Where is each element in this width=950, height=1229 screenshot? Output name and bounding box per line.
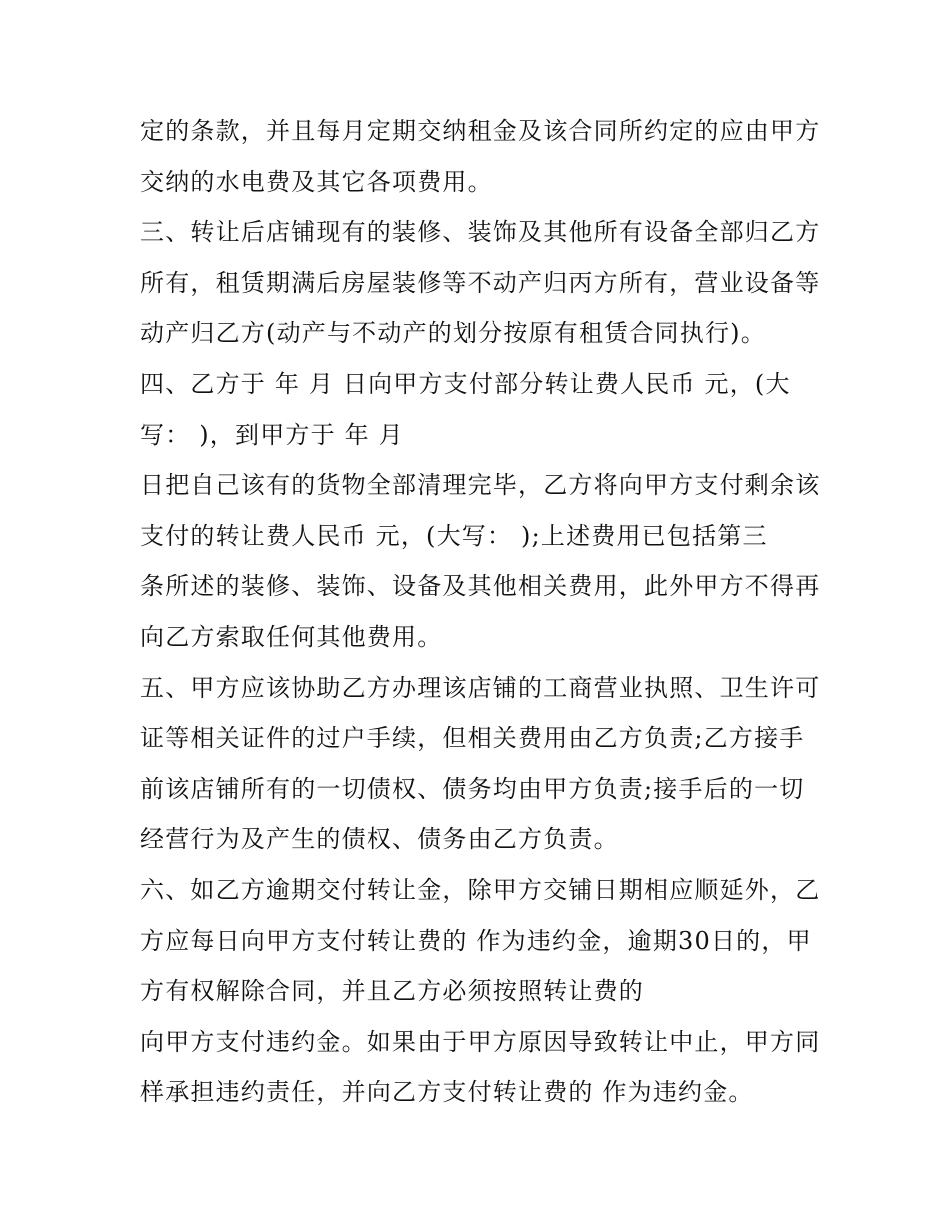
- text-line: 向甲方支付违约金。如果由于甲方原因导致转让中止，甲方同: [140, 1027, 821, 1056]
- text-line: 样承担违约责任，并向乙方支付转让费的 作为违约金。: [140, 1078, 754, 1107]
- text-line: 定的条款，并且每月定期交纳租金及该合同所约定的应由甲方: [140, 117, 821, 145]
- text-line: 所有，租赁期满后房屋装修等不动产归丙方所有，营业设备等: [140, 268, 821, 297]
- contract-text: [140, 106, 830, 1118]
- text-line: 经营行为及产生的债权、债务由乙方负责。: [140, 825, 619, 854]
- text-line: 动产归乙方(动产与不动产的划分按原有租赁合同执行)。: [140, 319, 766, 348]
- text-line: 支付的转让费人民币 元，(大写： );上述费用已包括第三: [140, 521, 768, 550]
- text-line: 向乙方索取任何其他费用。: [140, 622, 443, 651]
- clause-3-line: 三、转让后店铺现有的装修、装饰及其他所有设备全部归乙方: [140, 218, 821, 247]
- text-line: 前该店铺所有的一切债权、债务均由甲方负责;接手后的一切: [140, 774, 805, 803]
- text-line: 方应每日向甲方支付转让费的 作为违约金，逾期30日的，甲: [140, 926, 812, 955]
- clause-4-line: 四、乙方于 年 月 日向甲方支付部分转让费人民币 元，(大: [140, 369, 791, 398]
- text-line: 条所述的装修、装饰、设备及其他相关费用，此外甲方不得再: [140, 572, 821, 601]
- clause-5-line: 五、甲方应该协助乙方办理该店铺的工商营业执照、卫生许可: [140, 673, 821, 702]
- text-line: 写： )，到甲方于 年 月: [140, 420, 404, 449]
- clause-6-line: 六、如乙方逾期交付转让金，除甲方交铺日期相应顺延外，乙: [140, 875, 821, 904]
- text-line: 证等相关证件的过户手续，但相关费用由乙方负责;乙方接手: [140, 724, 805, 753]
- text-line: 交纳的水电费及其它各项费用。: [140, 167, 493, 196]
- text-line: 日把自己该有的货物全部清理完毕，乙方将向甲方支付剩余该: [140, 471, 821, 500]
- text-line: 方有权解除合同，并且乙方必须按照转让费的: [140, 977, 644, 1006]
